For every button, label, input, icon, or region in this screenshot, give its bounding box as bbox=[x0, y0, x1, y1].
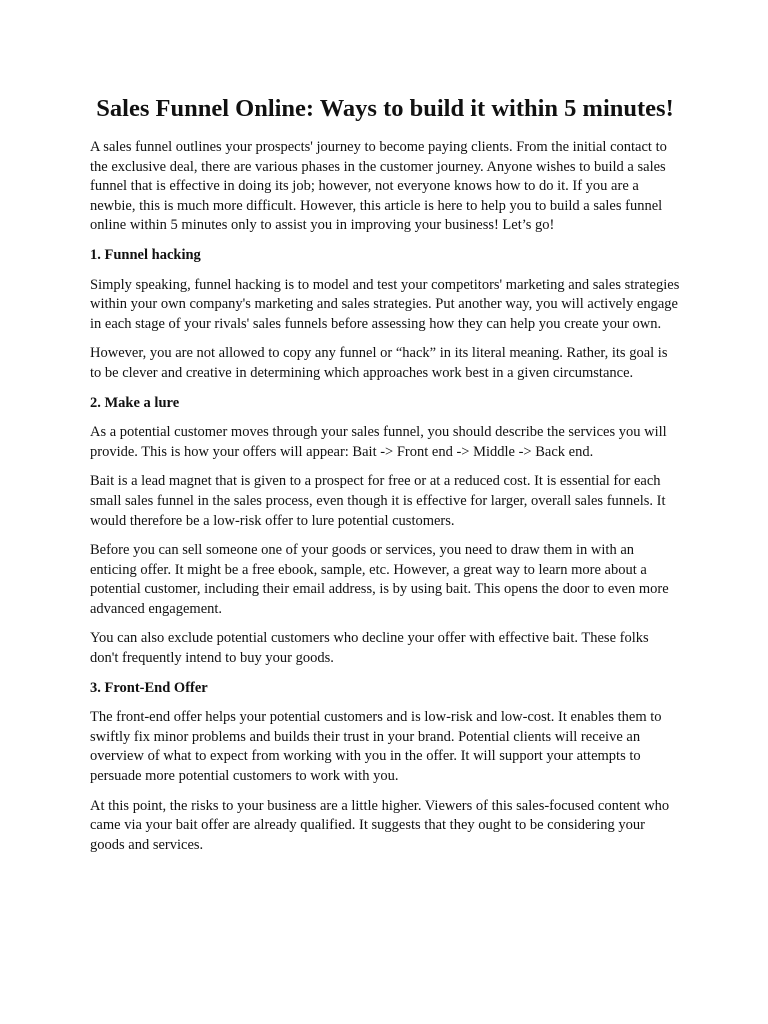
section-paragraph: As a potential customer moves through your sales funnel, you should describe the services you will provide. This is how your offers will appear: Bait -> Front end -> Middle -> Back end. bbox=[90, 424, 667, 460]
section-paragraph: However, you are not allowed to copy any funnel or “hack” in its literal meaning. Rather, its goal is to be clever and creative in determining which approaches work best in a given circumstance. bbox=[90, 345, 668, 381]
section-paragraph: The front-end offer helps your potential customers and is low-risk and low-cost. It enables them to swiftly fix minor problems and builds their trust in your brand. Potential clients will receive an overview of what to expect from working with you in the offer. It will support your attempts to persuade more potential customers to work with you. bbox=[90, 709, 662, 785]
section-heading: 2. Make a lure bbox=[90, 394, 180, 411]
section-paragraph: Bait is a lead magnet that is given to a prospect for free or at a reduced cost. It is essential for each small sales funnel in the sales process, even though it is effective for larger, overall sales funnels. It would therefore be a low-risk offer to lure potential customers. bbox=[90, 473, 666, 529]
section-paragraph: Simply speaking, funnel hacking is to model and test your competitors' marketing and sales strategies within your own company's marketing and sales strategies. Put another way, you will actively engage in each stage of your rivals' sales funnels before assessing how they can help you create your own. bbox=[90, 276, 680, 332]
intro-paragraph: A sales funnel outlines your prospects' journey to become paying clients. From the initial contact to the exclusive deal, there are various phases in the customer journey. Anyone wishes to build a sales funnel that is effective in doing its job; however, not everyone knows how to do it. If you are a newbie, this is much more difficult. However, this article is here to help you to build a sales funnel online within 5 minutes only to assist you in improving your business! Let’s go! bbox=[90, 139, 667, 234]
section-paragraph: Before you can sell someone one of your goods or services, you need to draw them in with an enticing offer. It might be a free ebook, sample, etc. However, a great way to learn more about a potential customer, including their email address, is by using bait. This opens the door to even more advanced engagement. bbox=[90, 542, 669, 617]
section-paragraph: At this point, the risks to your business are a little higher. Viewers of this sales-focused content who came via your bait offer are already qualified. It suggests that they ought to be considering your goods and services. bbox=[90, 797, 670, 853]
section-paragraph: You can also exclude potential customers who decline your offer with effective bait. These folks don't frequently intend to buy your goods. bbox=[90, 630, 649, 667]
section-make-a-lure bbox=[90, 394, 680, 669]
section-funnel-hacking bbox=[90, 246, 680, 384]
document-title: Sales Funnel Online: Ways to build it within 5 minutes! bbox=[96, 95, 674, 122]
section-front-end-offer bbox=[90, 679, 680, 856]
section-heading: 1. Funnel hacking bbox=[90, 246, 201, 263]
section-heading: 3. Front-End Offer bbox=[90, 679, 208, 696]
